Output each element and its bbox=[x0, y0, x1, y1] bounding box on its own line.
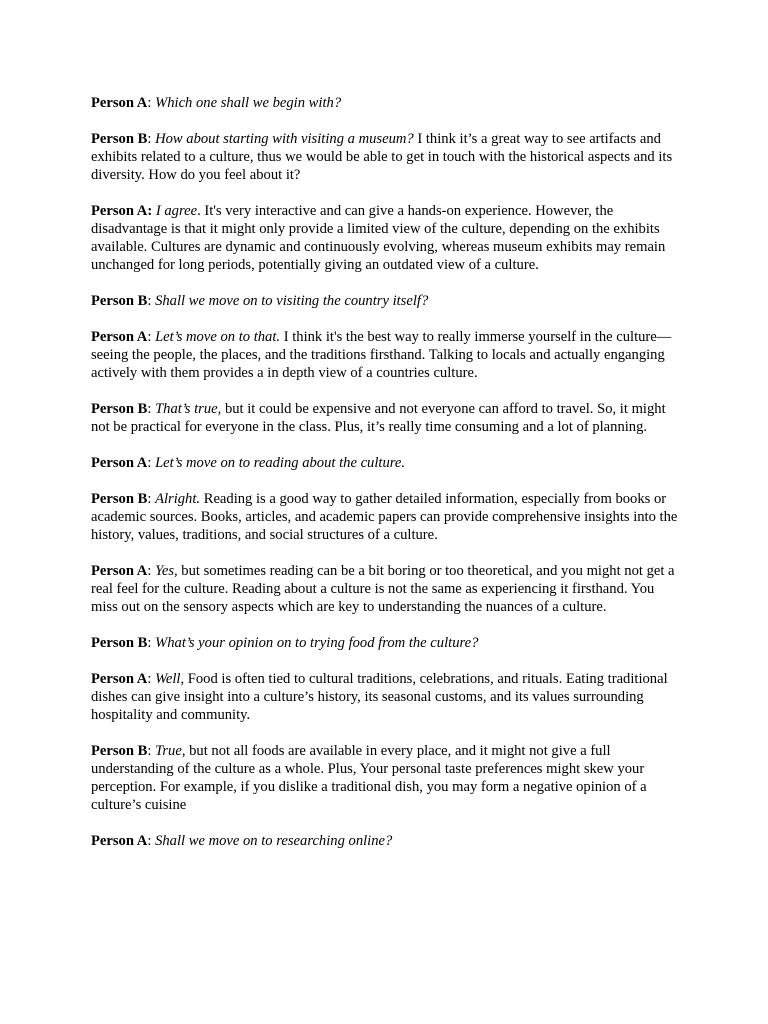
separator: : bbox=[147, 833, 156, 849]
separator: : bbox=[147, 293, 156, 309]
italic-lead: Which one shall we begin with? bbox=[155, 95, 342, 111]
italic-lead: What’s your opinion on to trying food from the culture? bbox=[155, 635, 479, 651]
speaker-name: Person A bbox=[91, 329, 148, 345]
dialogue-paragraph bbox=[91, 832, 683, 850]
italic-lead: True bbox=[155, 743, 182, 759]
dialogue-paragraph bbox=[91, 328, 683, 382]
paragraph-text: , but not all foods are available in every place, and it might not give a full understanding of the culture as a whole. Plus, Your personal taste preferences might skew your perception. For example, if you dislike a traditional dish, you may form a negative opinion of a culture’s cuisine bbox=[91, 743, 647, 813]
italic-lead: Alright. bbox=[155, 491, 201, 507]
separator: : bbox=[147, 329, 156, 345]
paragraph-text: Reading is a good way to gather detailed information, especially from books or academic sources. Books, articles, and academic papers can provide comprehensive insights into the history, values, traditions, and social structures of a culture. bbox=[91, 491, 678, 543]
speaker-name: Person A bbox=[91, 671, 148, 687]
speaker-name: Person A bbox=[91, 95, 148, 111]
italic-lead: Shall we move on to visiting the country itself? bbox=[155, 293, 429, 309]
separator: : bbox=[147, 95, 156, 111]
separator: : bbox=[147, 455, 156, 471]
speaker-name: Person A bbox=[91, 455, 148, 471]
italic-lead: That’s true bbox=[155, 401, 218, 417]
speaker-name: Person B bbox=[91, 293, 148, 309]
speaker-name: Person B bbox=[91, 743, 148, 759]
italic-lead: Shall we move on to researching online? bbox=[155, 833, 393, 849]
paragraph-text: , but sometimes reading can be a bit boring or too theoretical, and you might not get a real feel for the culture. Reading about a culture is not the same as experiencing it firsthand. You miss out on the sensory aspects which are key to understanding the nuances of a culture. bbox=[91, 563, 675, 615]
paragraph-text: . It's very interactive and can give a hands-on experience. However, the disadvantage is that it might only provide a limited view of the culture, depending on the exhibits available. Cultures are dynamic and continuously evolving, whereas museum exhibits may remain unchanged for long periods, potentially giving an outdated view of a culture. bbox=[91, 203, 666, 273]
document-page bbox=[91, 94, 683, 868]
paragraph-text: , Food is often tied to cultural traditions, celebrations, and rituals. Eating traditional dishes can give insight into a culture’s history, its seasonal customs, and its values surrounding hospitality and community. bbox=[91, 671, 668, 723]
dialogue-paragraph bbox=[91, 400, 683, 436]
italic-lead: I agree bbox=[155, 203, 198, 219]
separator: : bbox=[147, 671, 156, 687]
separator: : bbox=[147, 491, 156, 507]
dialogue-paragraph bbox=[91, 94, 683, 112]
italic-lead: How about starting with visiting a museum? bbox=[155, 131, 414, 147]
paragraph-text: I think it’s a great way to see artifacts and exhibits related to a culture, thus we would be able to get in touch with the historical aspects and its diversity. How do you feel about it? bbox=[91, 131, 673, 183]
dialogue-paragraph bbox=[91, 202, 683, 274]
dialogue-paragraph bbox=[91, 130, 683, 184]
dialogue-paragraph bbox=[91, 454, 683, 472]
italic-lead: Well bbox=[155, 671, 181, 687]
dialogue-paragraph bbox=[91, 742, 683, 814]
separator: : bbox=[147, 743, 156, 759]
dialogue-paragraph bbox=[91, 634, 683, 652]
speaker-name: Person A bbox=[91, 833, 148, 849]
speaker-name: Person B bbox=[91, 635, 148, 651]
dialogue-paragraph bbox=[91, 490, 683, 544]
separator: : bbox=[147, 635, 156, 651]
paragraph-text: , but it could be expensive and not everyone can afford to travel. So, it might not be practical for everyone in the class. Plus, it’s really time consuming and a lot of planning. bbox=[91, 401, 666, 435]
italic-lead: Yes bbox=[155, 563, 174, 579]
separator: : bbox=[147, 563, 156, 579]
speaker-name: Person A bbox=[91, 563, 148, 579]
speaker-name: Person B bbox=[91, 131, 148, 147]
dialogue-paragraph bbox=[91, 562, 683, 616]
speaker-name: Person A: bbox=[91, 203, 153, 219]
separator: : bbox=[147, 131, 156, 147]
dialogue-paragraph bbox=[91, 670, 683, 724]
italic-lead: Let’s move on to reading about the culture. bbox=[155, 455, 406, 471]
italic-lead: Let’s move on to that. bbox=[155, 329, 281, 345]
separator: : bbox=[147, 401, 156, 417]
paragraph-text: I think it's the best way to really immerse yourself in the culture—seeing the people, the places, and the traditions firsthand. Talking to locals and actually enganging actively with them provides a in depth view of a countries culture. bbox=[91, 329, 672, 381]
dialogue-paragraph bbox=[91, 292, 683, 310]
speaker-name: Person B bbox=[91, 491, 148, 507]
speaker-name: Person B bbox=[91, 401, 148, 417]
